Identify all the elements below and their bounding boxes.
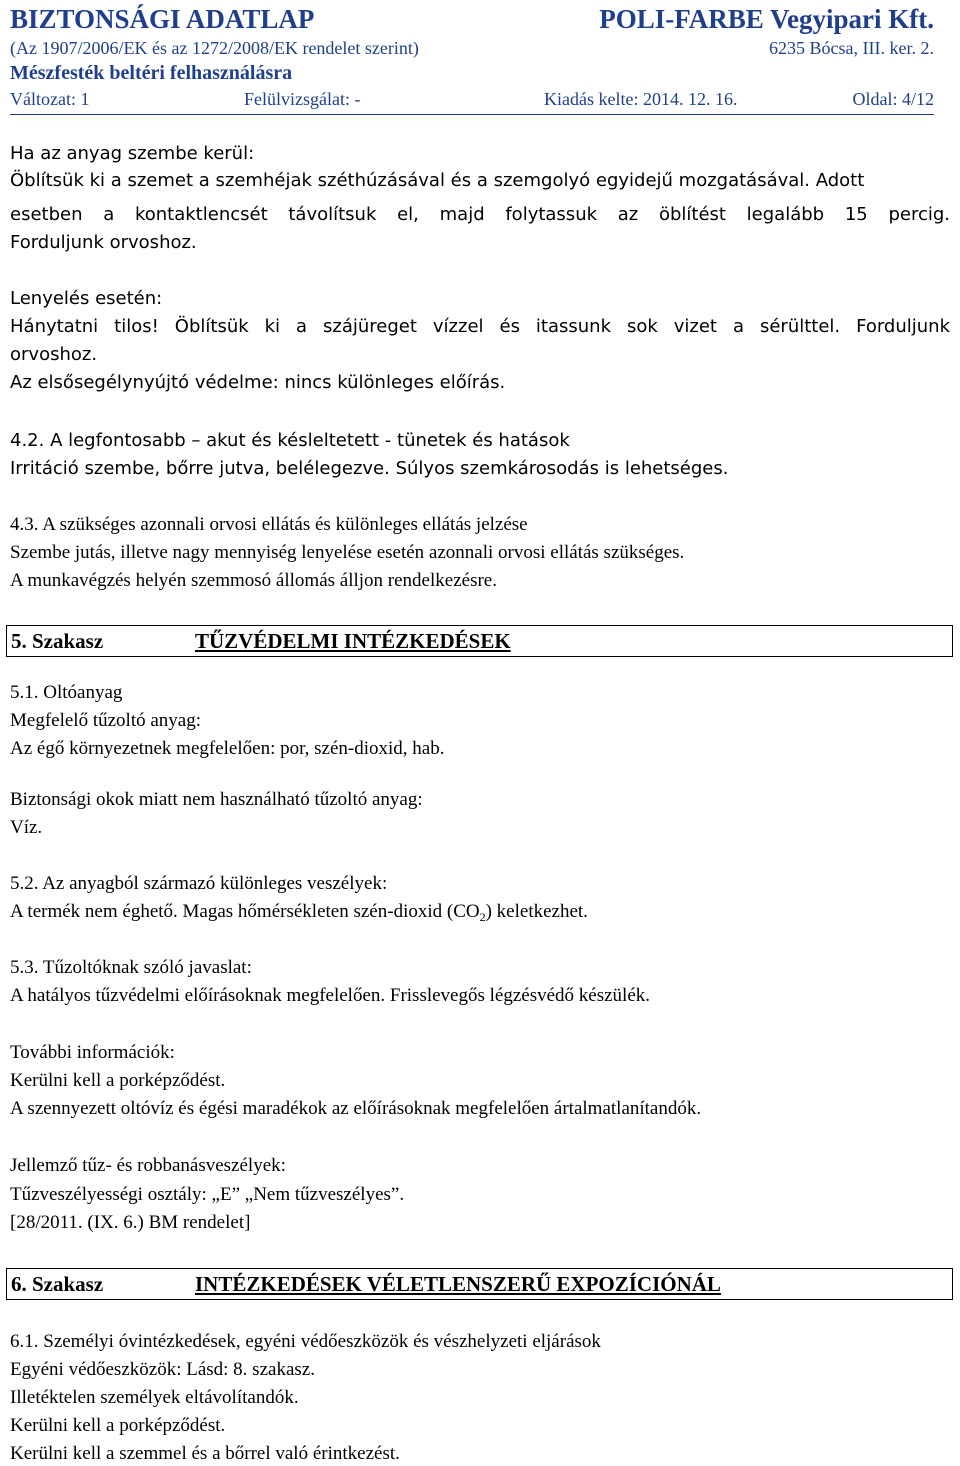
ingestion-heading: Lenyelés esetén: <box>10 288 163 309</box>
section-6-1-line-2: Illetéktelen személyek eltávolítandók. <box>10 1387 299 1408</box>
eye-contact-heading: Ha az anyag szembe kerül: <box>10 143 255 164</box>
company-name: POLI-FARBE Vegyipari Kft. <box>599 4 934 34</box>
section-6-1-line-1: Egyéni védőeszközök: Lásd: 8. szakasz. <box>10 1359 315 1380</box>
section-6-1-line-3: Kerülni kell a porképződést. <box>10 1415 226 1436</box>
fire-hazards-heading: Jellemző tűz- és robbanásveszélyek: <box>10 1155 286 1176</box>
section-5-1-heading: 5.1. Oltóanyag <box>10 682 123 703</box>
section-5-2-heading: 5.2. Az anyagból származó különleges veszélyek: <box>10 873 388 894</box>
section-4-3-heading: 4.3. A szükséges azonnali orvosi ellátás és különleges ellátás jelzése <box>10 514 528 535</box>
section-5-title: TŰZVÉDELMI INTÉZKEDÉSEK <box>195 629 511 653</box>
suitable-media-value: Az égő környezetnek megfelelően: por, szén-dioxid, hab. <box>10 738 445 759</box>
review-label: Felülvizsgálat: - <box>244 89 361 109</box>
suitable-media-label: Megfelelő tűzoltó anyag: <box>10 710 201 731</box>
page-number: Oldal: 4/12 <box>852 89 934 109</box>
further-info-heading: További információk: <box>10 1042 175 1063</box>
ingestion-line-3: Az elsősegélynyújtó védelme: nincs különleges előírás. <box>10 372 506 393</box>
unsuitable-media-value: Víz. <box>10 817 43 838</box>
eye-contact-line-1: Öblítsük ki a szemet a szemhéjak széthúzásával és a szemgolyó egyidejű mozgatásával. Adott <box>10 170 865 191</box>
document-title: BIZTONSÁGI ADATLAP <box>10 4 315 34</box>
section-5-number: 5. Szakasz <box>11 629 104 653</box>
section-5-3-heading: 5.3. Tűzoltóknak szóló javaslat: <box>10 957 252 978</box>
section-5-2-text-b: ) keletkezhet. <box>485 901 588 922</box>
section-6-header <box>6 1268 953 1300</box>
section-4-2-heading: 4.2. A legfontosabb – akut és késleltetett - tünetek és hatások <box>10 430 570 451</box>
section-4-2-text: Irritáció szembe, bőrre jutva, belélegezve. Súlyos szemkárosodás is lehetséges. <box>10 458 729 479</box>
further-info-line-2: A szennyezett oltóvíz és égési maradékok az előírásoknak megfelelően ártalmatlanítandók. <box>10 1098 702 1119</box>
company-address: 6235 Bócsa, III. ker. 2. <box>769 38 934 58</box>
section-6-number: 6. Szakasz <box>11 1272 104 1296</box>
ingestion-line-2: orvoshoz. <box>10 344 98 365</box>
section-4-3-line-1: Szembe jutás, illetve nagy mennyiség lenyelése esetén azonnali orvosi ellátás szükséges. <box>10 542 685 563</box>
section-5-2-text-a: A termék nem éghető. Magas hőmérsékleten szén-dioxid (CO <box>10 901 480 922</box>
product-name: Mészfesték beltéri felhasználásra <box>10 62 293 84</box>
section-6-1-line-4: Kerülni kell a szemmel és a bőrrel való érintkezést. <box>10 1443 400 1464</box>
section-5-header <box>6 625 953 657</box>
co2-subscript: 2 <box>479 910 486 924</box>
header-divider <box>10 114 934 115</box>
unsuitable-media-label: Biztonsági okok miatt nem használható tűzoltó anyag: <box>10 789 423 810</box>
issue-date-label: Kiadás kelte: 2014. 12. 16. <box>544 89 738 109</box>
section-4-3-line-2: A munkavégzés helyén szemmosó állomás álljon rendelkezésre. <box>10 570 497 591</box>
section-5-3-text: A hatályos tűzvédelmi előírásoknak megfelelően. Frisslevegős légzésvédő készülék. <box>10 985 651 1006</box>
eye-contact-line-3: Forduljunk orvoshoz. <box>10 232 197 253</box>
further-info-line-1: Kerülni kell a porképződést. <box>10 1070 226 1091</box>
section-6-title: INTÉZKEDÉSEK VÉLETLENSZERŰ EXPOZÍCIÓNÁL <box>195 1272 721 1296</box>
eye-contact-line-2: esetben a kontaktlencsét távolítsuk el, majd folytassuk az öblítést legalább 15 percig. <box>10 204 950 225</box>
fire-hazards-line-2: [28/2011. (IX. 6.) BM rendelet] <box>10 1212 251 1233</box>
ingestion-line-1: Hánytatni tilos! Öblítsük ki a szájüreget vízzel és itassunk sok vizet a sérülttel. Forduljunk <box>10 316 950 337</box>
section-6-1-heading: 6.1. Személyi óvintézkedések, egyéni védőeszközök és vészhelyzeti eljárások <box>10 1331 601 1352</box>
regulation-reference: (Az 1907/2006/EK és az 1272/2008/EK rendelet szerint) <box>10 38 419 58</box>
section-5-2-text <box>10 900 588 929</box>
fire-hazards-line-1: Tűzveszélyességi osztály: „E” „Nem tűzveszélyes”. <box>10 1184 405 1205</box>
version-label: Változat: 1 <box>10 89 90 109</box>
